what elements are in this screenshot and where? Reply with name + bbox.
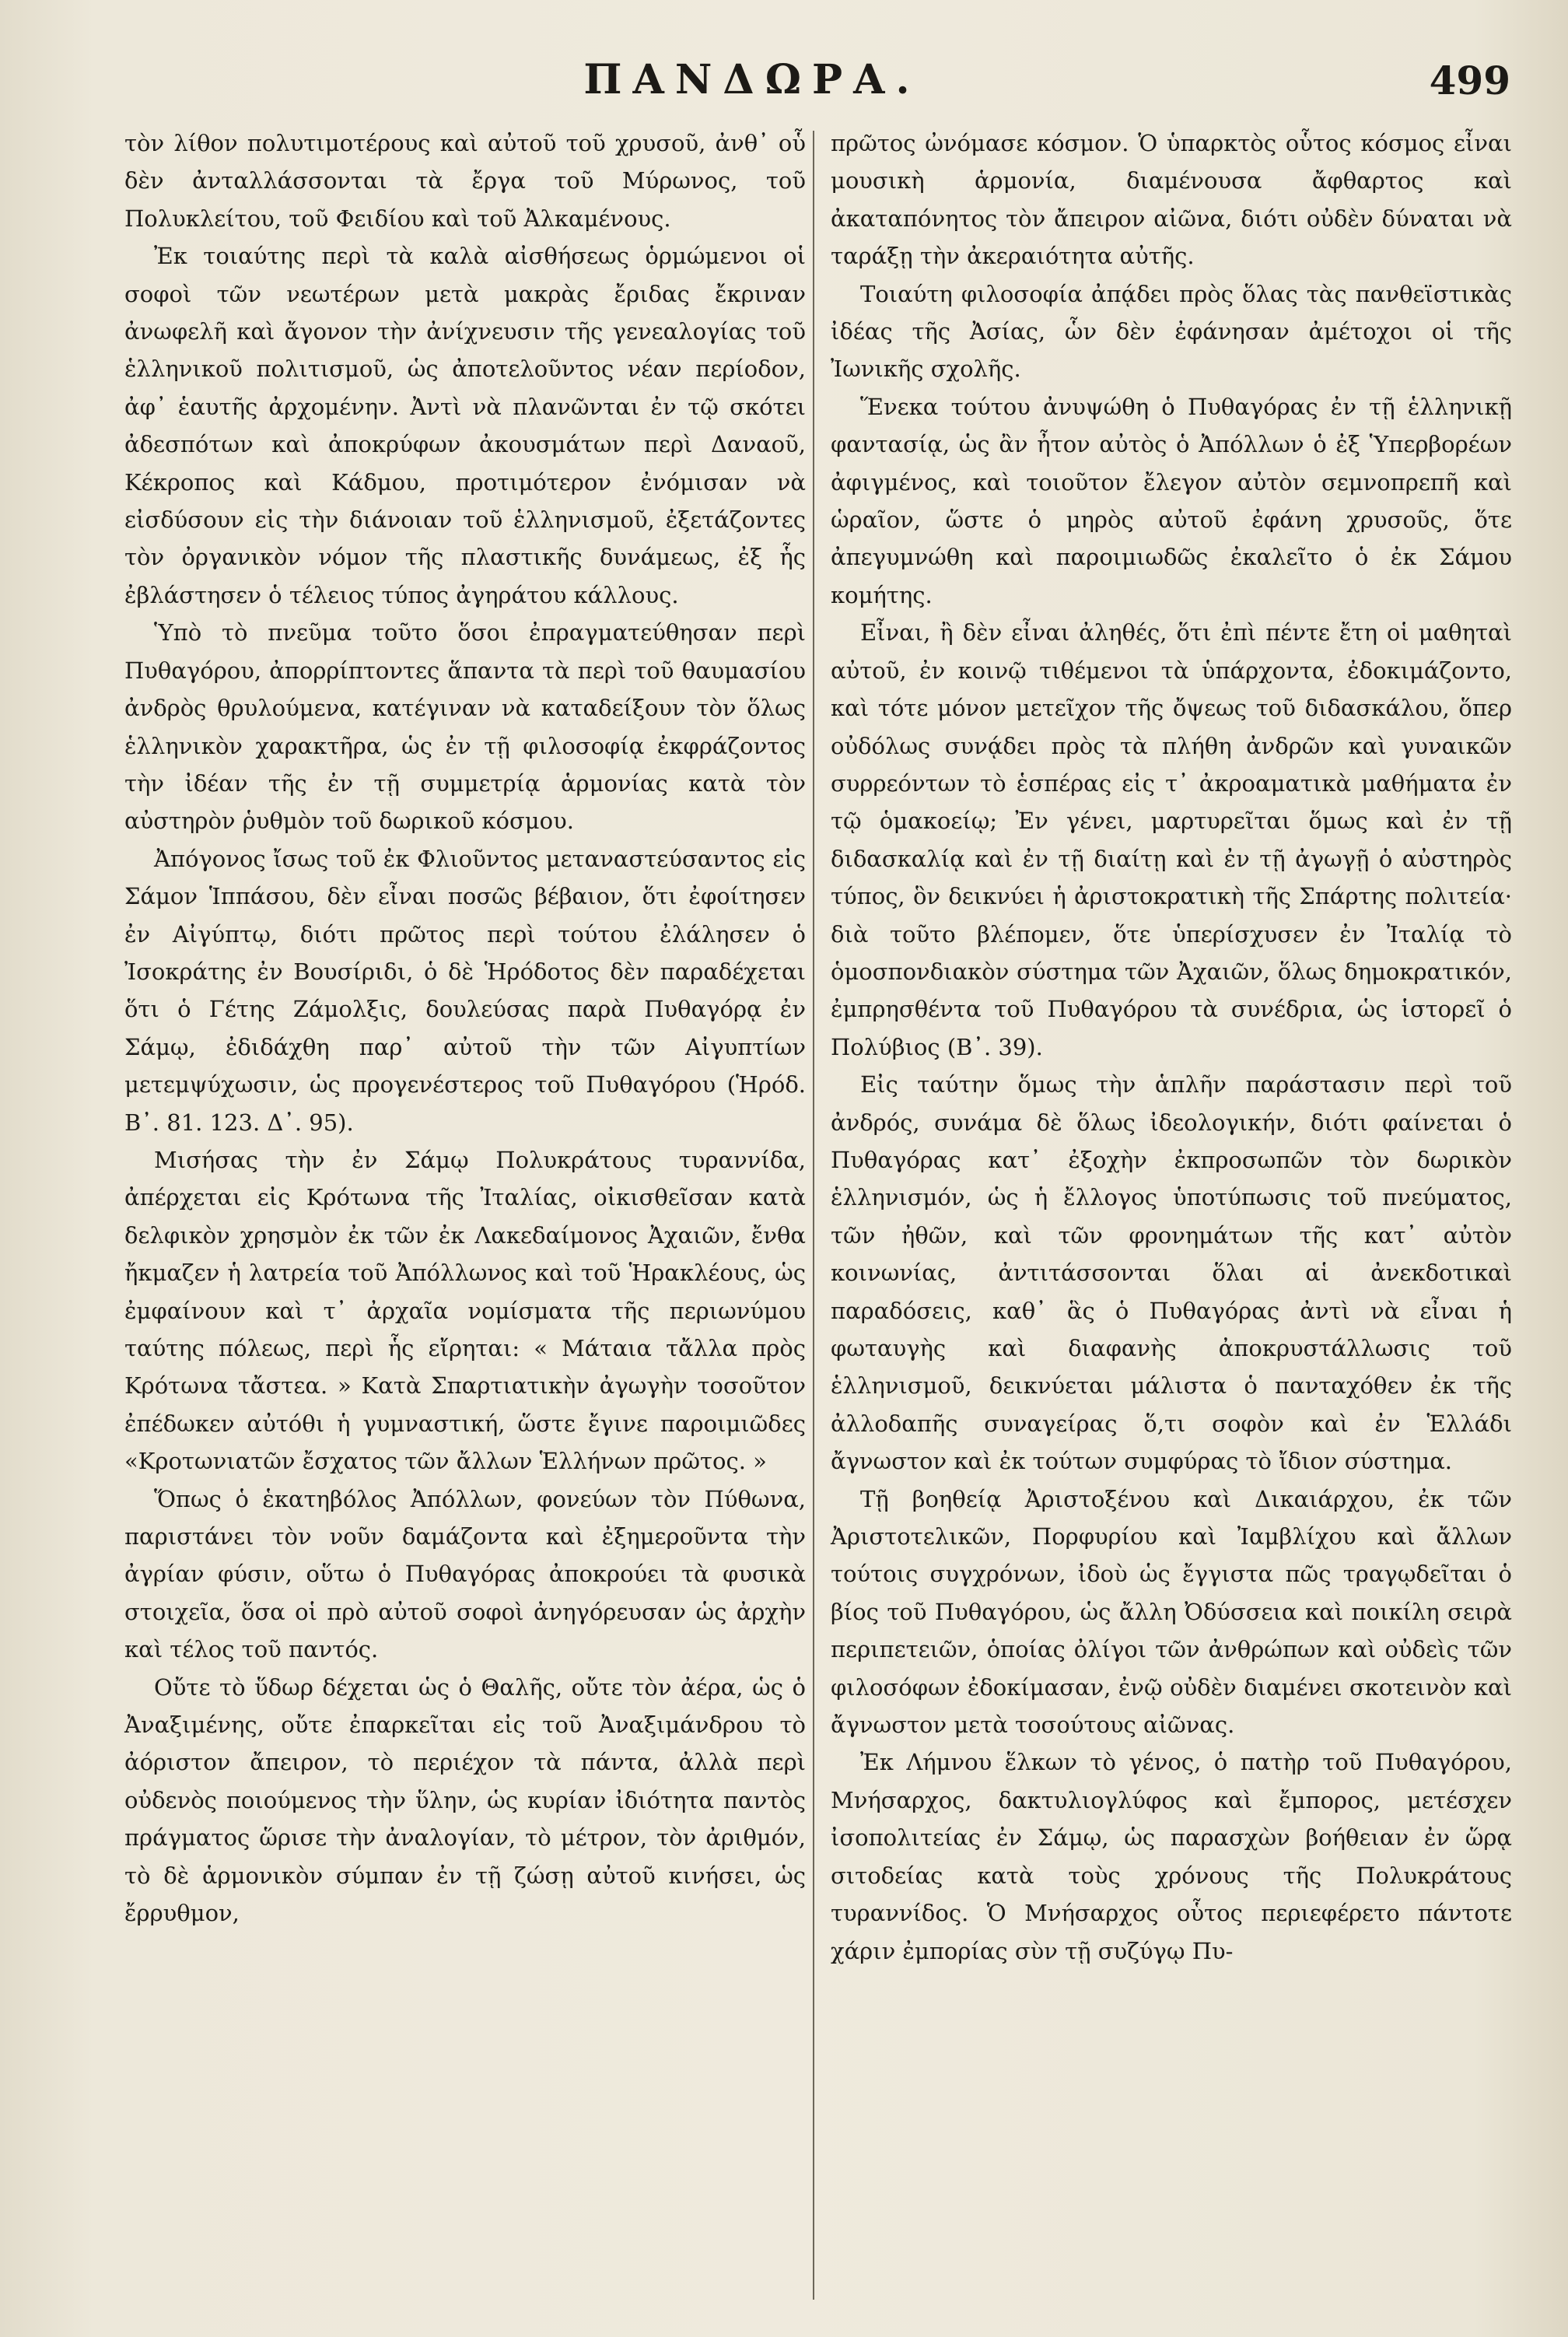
paragraph: Ὑπὸ τὸ πνεῦμα τοῦτο ὅσοι ἐπραγματεύθησαν περὶ Πυθαγόρου, ἀπορρίπτοντες ἅπαντα τὰ περὶ τοῦ θαυμασίου ἀνδρὸς θρυλούμενα, κατέγιναν νὰ καταδείξουν τὸν ὅλως ἑλληνικὸν χαρακτῆρα, ὡς ἐν τῇ φιλοσοφίᾳ ἐκφράζοντος τὴν ἰδέαν τῆς ἐν τῇ συμμετρίᾳ ἁρμονίας κατὰ τὸν αὐστηρὸν ῥυθμὸν τοῦ δωρικοῦ κόσμου. (124, 619, 806, 835)
paragraph: Οὔτε τὸ ὕδωρ δέχεται ὡς ὁ Θαλῆς, οὔτε τὸν ἀέρα, ὡς ὁ Ἀναξιμένης, οὔτε ἐπαρκεῖται εἰς τοῦ Ἀναξιμάνδρου τὸ ἀόριστον ἄπειρον, τὸ περιέχον τὰ πάντα, ἀλλὰ περὶ οὐδενὸς ποιούμενος τὴν ὕλην, ὡς κυρίαν ἰδιότητα παντὸς πράγματος ὥρισε τὴν ἀναλογίαν, τὸ μέτρον, τὸν ἀριθμόν, τὸ δὲ ἁρμονικὸν σύμπαν ἐν τῇ ζώσῃ αὐτοῦ κινήσει, ὡς ἔρρυθμον, (124, 1673, 806, 1927)
paragraph: Εἶναι, ἢ δὲν εἶναι ἀληθές, ὅτι ἐπὶ πέντε ἔτη οἱ μαθηταὶ αὐτοῦ, ἐν κοινῷ τιθέμενοι τὰ ὑπάρχοντα, ἐδοκιμάζοντο, καὶ τότε μόνον μετεῖχον τῆς ὄψεως τοῦ διδασκάλου, ὅπερ οὐδόλως συνᾴδει πρὸς τὰ πλήθη ἀνδρῶν καὶ γυναικῶν συρρεόντων τὸ ἑσπέρας εἰς τ᾽ ἀκροαματικὰ μαθήματα ἐν τῷ ὁμακοείῳ; Ἐν γένει, μαρτυρεῖται ὅμως καὶ ἐν τῇ διδασκαλίᾳ καὶ ἐν τῇ διαίτῃ καὶ ἐν τῇ ἀγωγῇ ὁ αὐστηρὸς τύπος, ὃν δεικνύει ἡ ἀριστοκρατικὴ τῆς Σπάρτης πολιτεία· διὰ τοῦτο βλέπομεν, ὅτε ὑπερίσχυσεν ἐν Ἰταλίᾳ τὸ ὁμοσπονδιακὸν σύστημα τῶν Ἀχαιῶν, ὅλως δημοκρατικόν, ἐμπρησθέντα τοῦ Πυθαγόρου τὰ συνέδρια, ὡς ἱστορεῖ ὁ Πολύβιος (Β᾽. 39). (831, 619, 1512, 1060)
running-header-title: ΠΑΝΔΩΡΑ. (583, 56, 921, 103)
paragraph: Εἰς ταύτην ὅμως τὴν ἁπλῆν παράστασιν περὶ τοῦ ἀνδρός, συνάμα δὲ ὅλως ἰδεολογικήν, διότι φαίνεται ὁ Πυθαγόρας κατ᾽ ἐξοχὴν ἐκπροσωπῶν τὸν δωρικὸν ἑλληνισμόν, ὡς ἡ ἔλλογος ὑποτύπωσις τοῦ πνεύματος, τῶν ἠθῶν, καὶ τῶν φρονημάτων τῆς κατ᾽ αὐτὸν κοινωνίας, ἀντιτάσσονται ὅλαι αἱ ἀνεκδοτικαὶ παραδόσεις, καθ᾽ ἃς ὁ Πυθαγόρας ἀντὶ νὰ εἶναι ἡ φωταυγὴς καὶ διαφανὴς ἀποκρυστάλλωσις τοῦ ἑλληνισμοῦ, δεικνύεται μάλιστα ὁ πανταχόθεν ἐκ τῆς ἀλλοδαπῆς συναγείρας ὅ,τι σοφὸν καὶ ἐν Ἑλλάδι ἄγνωστον καὶ ἐκ τούτων συμφύρας τὸ ἴδιον σύστημα. (831, 1071, 1512, 1475)
paragraph: Μισήσας τὴν ἐν Σάμῳ Πολυκράτους τυραννίδα, ἀπέρχεται εἰς Κρότωνα τῆς Ἰταλίας, οἰκισθεῖσαν κατὰ δελφικὸν χρησμὸν ἐκ τῶν ἐκ Λακεδαίμονος Ἀχαιῶν, ἔνθα ἤκμαζεν ἡ λατρεία τοῦ Ἀπόλλωνος καὶ τοῦ Ἡρακλέους, ὡς ἐμφαίνουν καὶ τ᾽ ἀρχαῖα νομίσματα τῆς περιωνύμου ταύτης πόλεως, περὶ ἧς εἴρηται: « Μάταια τἄλλα πρὸς Κρότωνα τἄστεα. » Κατὰ Σπαρτιατικὴν ἀγωγὴν τοσοῦτον ἐπέδωκεν αὐτόθι ἡ γυμναστική, ὥστε ἔγινε παροιμιῶδες «Κροτωνιατῶν ἔσχατος τῶν ἄλλων Ἑλλήνων πρῶτος. » (124, 1146, 806, 1475)
paragraph: Ὅπως ὁ ἑκατηβόλος Ἀπόλλων, φονεύων τὸν Πύθωνα, παριστάνει τὸν νοῦν δαμάζοντα καὶ ἐξημεροῦντα τὴν ἀγρίαν φύσιν, οὕτω ὁ Πυθαγόρας ἀποκρούει τὰ φυσικὰ στοιχεῖα, ὅσα οἱ πρὸ αὐτοῦ σοφοὶ ἀνηγόρευσαν ὡς ἀρχὴν καὶ τέλος τοῦ παντός. (124, 1485, 806, 1663)
paragraph: τὸν λίθον πολυτιμοτέρους καὶ αὐτοῦ τοῦ χρυσοῦ, ἀνθ᾽ οὗ δὲν ἀνταλλάσσονται τὰ ἔργα τοῦ Μύρωνος, τοῦ Πολυκλείτου, τοῦ Φειδίου καὶ τοῦ Ἀλκαμένους. (124, 130, 806, 232)
paragraph: Ἕνεκα τούτου ἀνυψώθη ὁ Πυθαγόρας ἐν τῇ ἑλληνικῇ φαντασίᾳ, ὡς ἂν ἦτον αὐτὸς ὁ Ἀπόλλων ὁ ἐξ Ὑπερβορέων ἀφιγμένος, καὶ τοιοῦτον ἔλεγον αὐτὸν σεμνοπρεπῆ καὶ ὡραῖον, ὥστε ὁ μηρὸς αὐτοῦ ἐφάνη χρυσοῦς, ὅτε ἀπεγυμνώθη καὶ παροιμιωδῶς ἐκαλεῖτο ὁ ἐκ Σάμου κομήτης. (831, 393, 1512, 608)
paragraph: Ἀπόγονος ἴσως τοῦ ἐκ Φλιοῦντος μεταναστεύσαντος εἰς Σάμον Ἱππάσου, δὲν εἶναι ποσῶς βέβαιον, ὅτι ἐφοίτησεν ἐν Αἰγύπτῳ, διότι πρῶτος περὶ τούτου ἐλάλησεν ὁ Ἰσοκράτης ἐν Βουσίριδι, ὁ δὲ Ἡρόδοτος δὲν παραδέχεται ὅτι ὁ Γέτης Ζάμολξις, δουλεύσας παρὰ Πυθαγόρᾳ ἐν Σάμῳ, ἐδιδάχθη παρ᾽ αὐτοῦ τὴν τῶν Αἰγυπτίων μετεμψύχωσιν, ὡς προγενέστερος τοῦ Πυθαγόρου (Ἡρόδ. Β᾽. 81. 123. Δ᾽. 95). (124, 845, 806, 1136)
paragraph: Ἐκ τοιαύτης περὶ τὰ καλὰ αἰσθήσεως ὁρμώμενοι οἱ σοφοὶ τῶν νεωτέρων μετὰ μακρὰς ἔριδας ἔκριναν ἀνωφελῆ καὶ ἄγονον τὴν ἀνίχνευσιν τῆς γενεαλογίας τοῦ ἑλληνικοῦ πολιτισμοῦ, ὡς ἀποτελοῦντος νέαν περίοδον, ἀφ᾽ ἑαυτῆς ἀρχομένην. Ἀντὶ νὰ πλανῶνται ἐν τῷ σκότει ἀδεσπότων καὶ ἀποκρύφων ἀκουσμάτων περὶ Δαναοῦ, Κέκροπος καὶ Κάδμου, προτιμότερον ἐνόμισαν νὰ εἰσδύσουν εἰς τὴν διάνοιαν τοῦ ἑλληνισμοῦ, ἐξετάζοντες τὸν ὀργανικὸν νόμον τῆς πλαστικῆς δυνάμεως, ἐξ ἧς ἐβλάστησεν ὁ τέλειος τύπος ἀγηράτου κάλλους. (124, 243, 806, 608)
left-text-column (124, 124, 806, 1932)
right-text-column (831, 124, 1512, 1970)
page-number: 499 (1429, 58, 1510, 103)
paragraph: Ἐκ Λήμνου ἕλκων τὸ γένος, ὁ πατὴρ τοῦ Πυθαγόρου, Μνήσαρχος, δακτυλιογλύφος καὶ ἔμπορος, μετέσχεν ἰσοπολιτείας ἐν Σάμῳ, ὡς παρασχὼν βοήθειαν ἐν ὥρᾳ σιτοδείας κατὰ τοὺς χρόνους τῆς Πολυκράτους τυραννίδος. Ὁ Μνήσαρχος οὗτος περιεφέρετο πάντοτε χάριν ἐμπορίας σὺν τῇ συζύγῳ Πυ- (831, 1749, 1512, 1964)
paragraph: πρῶτος ὠνόμασε κόσμον. Ὁ ὑπαρκτὸς οὗτος κόσμος εἶναι μουσικὴ ἁρμονία, διαμένουσα ἄφθαρτος καὶ ἀκαταπόνητος τὸν ἄπειρον αἰῶνα, διότι οὐδὲν δύναται νὰ ταράξῃ τὴν ἀκεραιότητα αὐτῆς. (831, 130, 1512, 270)
paragraph: Τοιαύτη φιλοσοφία ἀπᾴδει πρὸς ὅλας τὰς πανθεϊστικὰς ἰδέας τῆς Ἀσίας, ὧν δὲν ἐφάνησαν ἀμέτοχοι οἱ τῆς Ἰωνικῆς σχολῆς. (831, 280, 1512, 383)
column-divider (813, 131, 814, 2300)
paragraph: Τῇ βοηθείᾳ Ἀριστοξένου καὶ Δικαιάρχου, ἐκ τῶν Ἀριστοτελικῶν, Πορφυρίου καὶ Ἰαμβλίχου καὶ ἄλλων τούτοις συγχρόνων, ἰδοὺ ὡς ἔγγιστα πῶς τραγῳδεῖται ὁ βίος τοῦ Πυθαγόρου, ὡς ἄλλη Ὀδύσσεια καὶ ποικίλη σειρὰ περιπετειῶν, ὁποίας ὀλίγοι τῶν ἀνθρώπων καὶ οὐδεὶς τῶν φιλοσόφων ἐδοκίμασαν, ἐνῷ οὐδὲν διαμένει σκοτεινὸν καὶ ἄγνωστον μετὰ τοσούτους αἰῶνας. (831, 1485, 1512, 1739)
